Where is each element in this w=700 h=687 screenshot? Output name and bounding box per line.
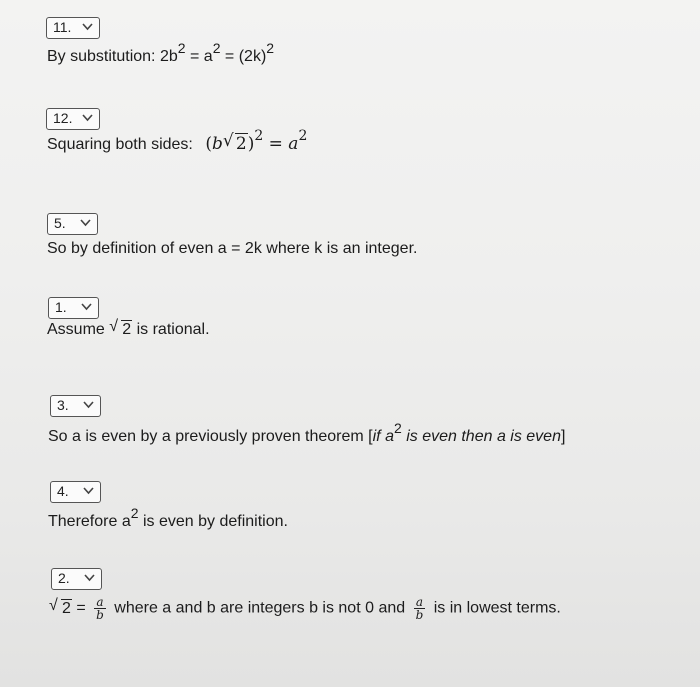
order-dropdown-5[interactable] [47, 213, 98, 235]
step-text-part: = [71, 599, 91, 617]
chevron-down-icon [82, 114, 93, 122]
dropdown-value: 1. [55, 299, 67, 315]
step-text [47, 128, 308, 154]
step-text-part: ] [560, 428, 566, 445]
step-text-part: So a is even by a previously proven theorem [ [48, 428, 373, 445]
chevron-down-icon [80, 219, 91, 227]
dropdown-value: 11. [53, 19, 72, 35]
sqrt-symbol: √ 2 [222, 131, 247, 154]
fraction-denominator: b [415, 608, 424, 622]
sqrt-symbol: √ 2 [109, 318, 132, 338]
order-dropdown-3[interactable] [50, 395, 101, 417]
exponent: 2 [254, 128, 264, 145]
exponent: 2 [266, 39, 275, 56]
dropdown-value: 5. [54, 215, 66, 231]
dropdown-value: 4. [57, 483, 69, 499]
chevron-down-icon [81, 303, 92, 311]
sqrt-symbol: √ 2 [49, 596, 71, 617]
radicand: 2 [122, 321, 132, 338]
step-text-part: is in lowest terms. [429, 599, 561, 617]
step-text [48, 419, 566, 446]
step-text-italic: if a [372, 428, 394, 445]
step-text-part: = a [185, 48, 213, 65]
step-text-part: Assume [47, 321, 110, 338]
chevron-down-icon [82, 23, 93, 31]
step-text [47, 318, 210, 339]
step-text [49, 596, 561, 621]
order-dropdown-4[interactable] [50, 481, 101, 503]
step-text [48, 504, 288, 531]
radicand: 2 [62, 599, 71, 617]
chevron-down-icon [83, 401, 94, 409]
order-dropdown-1[interactable] [48, 297, 99, 319]
math-expression: (b √ $2)^2 = a^2$ [205, 128, 308, 154]
chevron-down-icon [83, 487, 94, 495]
step-text-part: is rational. [132, 321, 210, 338]
exponent: 2 [130, 504, 139, 521]
dropdown-value: 12. [53, 110, 73, 126]
step-text-part: By substitution: 2b [47, 48, 178, 65]
fraction [94, 596, 106, 621]
fraction-numerator: a [414, 596, 426, 609]
math-rhs: = a [268, 134, 299, 154]
exponent: 2 [298, 128, 308, 145]
chevron-down-icon [84, 574, 95, 582]
step-label: Squaring both sides: [47, 136, 193, 153]
order-dropdown-12[interactable] [46, 108, 100, 130]
step-text: So by definition of even a = 2k where k is an integer. [47, 240, 418, 257]
math-var: b [211, 134, 223, 154]
step-text-part: where a and b are integers b is not 0 and [109, 599, 410, 617]
exponent: 2 [393, 419, 402, 436]
order-dropdown-11[interactable] [46, 17, 100, 39]
step-text-part: is even by definition. [138, 513, 288, 530]
dropdown-value: 3. [57, 397, 69, 413]
fraction-numerator: a [94, 596, 106, 609]
step-text-part: = (2k) [220, 48, 267, 65]
step-text-part: Therefore a [48, 513, 131, 530]
dropdown-value: 2. [58, 570, 70, 586]
exponent: 2 [177, 39, 186, 56]
step-text-italic: is even then a is even [401, 428, 561, 445]
fraction-denominator: b [96, 608, 104, 622]
fraction [414, 596, 426, 621]
order-dropdown-2[interactable] [51, 568, 102, 590]
exponent: 2 [212, 39, 221, 56]
radicand: 2 [235, 134, 247, 154]
step-text [47, 39, 275, 66]
